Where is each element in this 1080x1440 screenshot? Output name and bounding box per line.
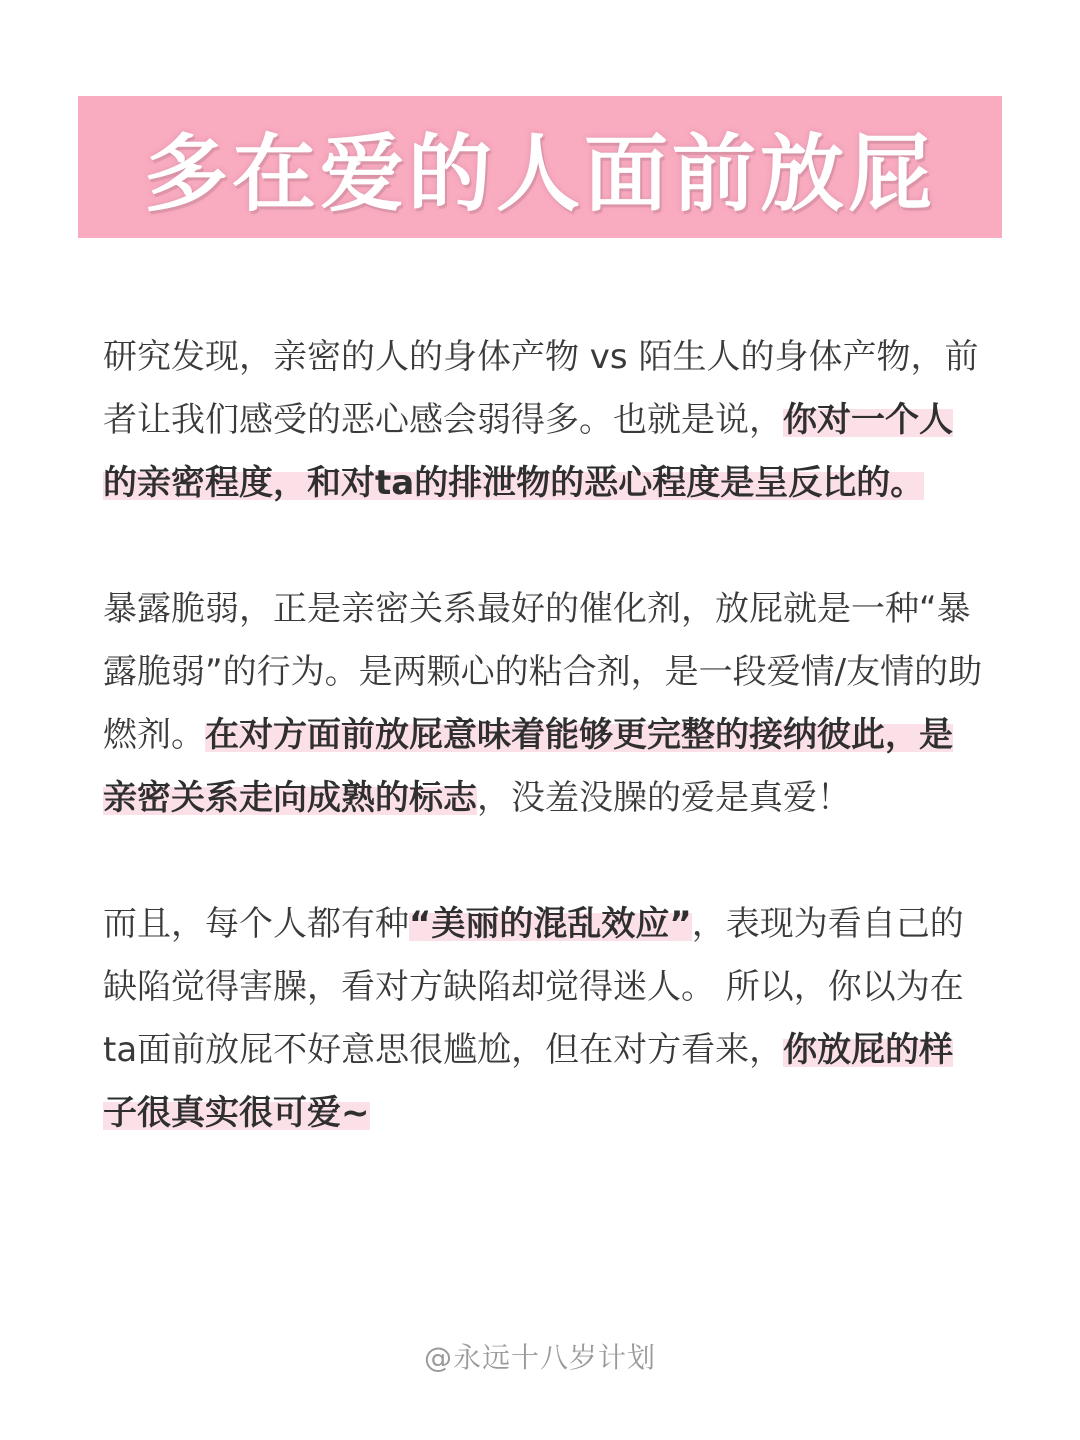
paragraph-text: ，没羞没臊的爱是真爱！ (477, 778, 851, 818)
paragraph-text: 研究发现，亲密的人的身体产物 vs 陌生人的身体产物，前者让我们感受的恶心感会弱得多。也就是说， (103, 337, 979, 440)
paragraph-text: 暴露脆弱，正是亲密关系最好的催化剂，放屁就是一种“暴露脆弱”的行为。是两颗心的粘合剂，是一段爱情/友情的助燃剂。 (103, 589, 983, 755)
highlighted-text: 在对方面前放屁意味着能够更完整的接纳彼此，是亲密关系走向成熟的标志 (103, 715, 953, 818)
highlighted-text: “美丽的混乱效应” (409, 904, 692, 944)
paragraph-1 (103, 326, 983, 515)
article-body (103, 326, 983, 1145)
paragraph-text: ，表现为看自己的缺陷觉得害臊，看对方缺陷却觉得迷人。 所以，你以为在ta面前放屁不好意思很尴尬，但在对方看来， (103, 904, 964, 1070)
paragraph-text: 而且，每个人都有种 (103, 904, 409, 944)
highlighted-text: 你放屁的样子很真实很可爱~ (103, 1030, 954, 1133)
paragraph-2 (103, 578, 983, 830)
title-banner (78, 96, 1002, 238)
paragraph-3 (103, 893, 983, 1145)
page-title: 多在爱的人面前放屁 (143, 124, 936, 223)
author-credit: @永远十八岁计划 (423, 1341, 656, 1374)
highlighted-text: 你对一个人的亲密程度，和对ta的排泄物的恶心程度是呈反比的。 (103, 400, 953, 503)
